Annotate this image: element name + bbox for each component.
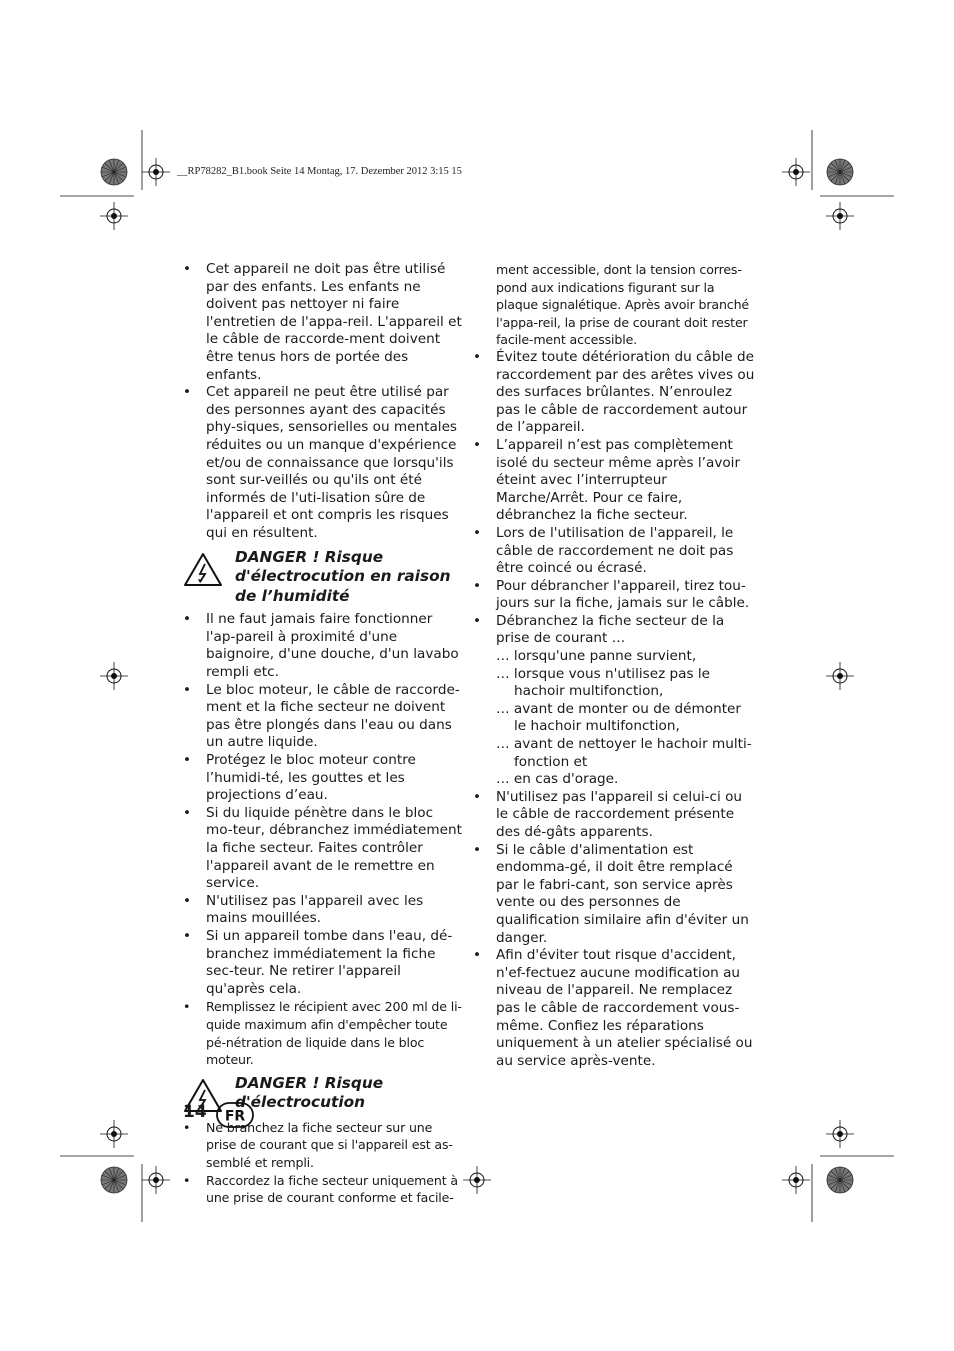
list-item: • Remplissez le récipient avec 200 ml de li-quide maximum afin d'empêcher toute pé-nétration de liquide dans le bloc moteur.: [180, 998, 462, 1068]
list-item: • L’appareil n’est pas complètement isolé du secteur même après l’avoir éteint avec l’interrupteur Marche/Arrêt. Pour ce faire, débranchez la fiche secteur.: [470, 437, 755, 525]
language-code: FR: [224, 1108, 246, 1125]
safety-list-b: [470, 789, 755, 1071]
unplug-cases: [470, 648, 755, 789]
danger-title-line: de l’humidité: [235, 586, 350, 605]
sub-item: … lorsque vous n'utilisez pas le hachoir multifonction,: [496, 665, 711, 700]
list-item: • Le bloc moteur, le câble de raccorde-ment et la fiche secteur ne doivent pas être plongés dans l'eau ou dans un autre liquide.: [180, 682, 462, 752]
sub-item: … avant de nettoyer le hachoir multi-fonction et: [496, 736, 752, 770]
danger-title-line: d'électrocution en raison: [235, 567, 451, 586]
list-item: • Débranchez la fiche secteur de la prise de courant …: [470, 613, 755, 648]
list-item: • Si le câble d'alimentation est endomma-gé, il doit être remplacé par le fabri-cant, son service après vente ou des personnes de qualification similaire afin d'éviter un danger.: [470, 842, 755, 948]
file-info-header: __RP78282_B1.book Seite 14 Montag, 17. Dezember 2012 3:15 15: [177, 166, 462, 177]
language-badge: [216, 1102, 254, 1128]
danger-humidity-heading: [180, 548, 462, 607]
sub-item: … lorsqu'une panne survient,: [496, 648, 697, 665]
danger-title-line: DANGER ! Risque: [235, 1073, 384, 1092]
list-item: • Si du liquide pénètre dans le bloc mo-teur, débranchez immédiatement la fiche secteur. Faites contrôler l'appareil avant de le remettre en service.: [180, 805, 462, 893]
list-item: • Protégez le bloc moteur contre l’humidi-té, les gouttes et les projections d’eau.: [180, 752, 462, 805]
list-item: • Pour débrancher l'appareil, tirez tou-jours sur la fiche, jamais sur le câble.: [470, 578, 755, 613]
list-item: • Il ne faut jamais faire fonctionner l'ap-pareil à proximité d'une baignoire, d'une douche, d'un lavabo rempli etc.: [180, 611, 462, 681]
danger-title-line: DANGER ! Risque: [235, 547, 384, 566]
right-column: [470, 261, 755, 1070]
danger-title-line: d'électrocution: [235, 1093, 365, 1112]
list-item: • N'utilisez pas l'appareil avec les mains mouillées.: [180, 893, 462, 928]
left-column: [180, 261, 462, 1207]
list-item: • Cet appareil ne doit pas être utilisé par des enfants. Les enfants ne doivent pas nettoyer ni faire l'entretien de l'appa-reil. L'appareil et le câble de raccorde-ment doivent être tenus hors de portée des enfants.: [180, 261, 462, 384]
list-item: • Cet appareil ne peut être utilisé par des personnes ayant des capacités phy-siques, sensorielles ou mentales réduites ou un manque d'expérience et/ou de connaissance que lorsqu'ils sont sur-veillés ou qu'ils ont été informés de l'uti-lisation sûre de l'appareil et ont compris les risques qui en résultent.: [180, 384, 462, 542]
list-item: • Évitez toute détérioration du câble de raccordement par des arêtes vives ou des surfaces brûlantes. N’enroulez pas le câble de raccordement autour de l’appareil.: [470, 349, 755, 437]
list-item: • Si un appareil tombe dans l'eau, dé-branchez immédiatement la fiche sec-teur. Ne retirer l'appareil qu'après cela.: [180, 928, 462, 998]
electrocution-list: [180, 1119, 462, 1207]
list-item: • Raccordez la fiche secteur uniquement à une prise de courant conforme et facile-: [180, 1172, 462, 1207]
humidity-list: [180, 611, 462, 1068]
page-number: 14: [183, 1102, 207, 1122]
list-item: • N'utilisez pas l'appareil si celui-ci ou le câble de raccordement présente des dé-gâts apparents.: [470, 789, 755, 842]
intro-list: [180, 261, 462, 543]
safety-list-a: [470, 349, 755, 648]
list-item: • Afin d'éviter tout risque d'accident, n'ef-fectuez aucune modification au niveau de l'appareil. Ne remplacez pas le câble de raccordement vous-même. Confiez les réparations uniquement à un atelier spécialisé ou au service après-vente.: [470, 947, 755, 1070]
sub-item: … en cas d'orage.: [496, 771, 619, 788]
continued-paragraph: ment accessible, dont la tension corres-pond aux indications figurant sur la plaque signalétique. Après avoir branché l'appa-reil, la prise de courant doit rester facile-ment accessible.: [496, 262, 750, 348]
electric-warning-icon: [183, 552, 223, 588]
list-item: • Ne branchez la fiche secteur sur une prise de courant que si l'appareil est as-semblé et rempli.: [180, 1119, 462, 1172]
sub-item: … avant de monter ou de démonter le hachoir multifonction,: [496, 700, 741, 735]
list-item: • Lors de l'utilisation de l'appareil, le câble de raccordement ne doit pas être coincé ou écrasé.: [470, 525, 755, 578]
